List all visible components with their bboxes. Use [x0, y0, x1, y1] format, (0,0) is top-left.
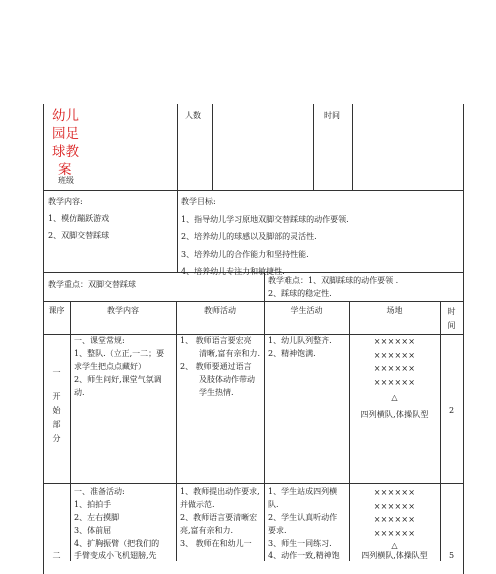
section1-venue [349, 335, 440, 421]
header-time-line: 时 [447, 307, 456, 316]
section2-student [268, 485, 337, 550]
teacher-line: 2、教师语言要清晰宏 [180, 513, 258, 522]
table-border [264, 301, 265, 561]
table-border [440, 301, 441, 561]
section2-venue [349, 486, 440, 540]
title-line: 园足 [52, 126, 79, 142]
content-label: 教学内容: [48, 197, 83, 206]
section2-triangle: △ [391, 541, 398, 550]
teacher-line: 及肢体动作带动 [199, 375, 255, 384]
content-line: 3、体前屈 [74, 526, 112, 535]
section2-content-extra: 手臂变成小飞机翅膀,先 [74, 551, 157, 560]
teacher-triangle-icon: △ [391, 393, 398, 402]
content-line: 一、准备活动: [74, 487, 125, 496]
teacher-line: 1、教师提出动作要求, [180, 487, 260, 496]
formation-row: ×××××× [373, 377, 416, 387]
formation-row: ×××××× [373, 337, 416, 346]
teacher-line: 亮,富有亲和力. [180, 526, 234, 535]
title-line: 案 [58, 162, 72, 178]
content-block [48, 193, 109, 244]
teacher-line: 3、 教师在和幼儿一 [180, 539, 252, 548]
content-line: 2、师生问好,课堂气氛调 [74, 375, 162, 384]
student-line: 1、学生站成四列横 [268, 487, 338, 496]
section1-teacher [180, 334, 260, 399]
content-line: 求学生把点点藏好） [74, 362, 146, 371]
formation-row: ×××××× [373, 528, 416, 538]
table-border [463, 104, 464, 574]
student-line: 要求. [268, 526, 287, 535]
header-student: 学生活动 [290, 306, 323, 315]
content-line: 2、左右摸脚 [74, 513, 120, 522]
table-border [177, 190, 178, 272]
student-line: 2、精神饱满. [268, 349, 316, 358]
teacher-line: 1、 教师语言要宏亮 [180, 336, 252, 345]
section1-student [268, 334, 332, 360]
student-line: 2、学生认真听动作 [268, 513, 338, 522]
difficulty-block [268, 274, 398, 300]
key-point: 教学重点：双脚交替踩球 [48, 280, 136, 289]
formation-row: ×××××× [373, 488, 416, 497]
page-title [52, 107, 79, 179]
header-venue: 场地 [386, 306, 403, 315]
title-line: 球教 [52, 144, 79, 160]
goal-item: 2、培养幼儿的球感以及脚部的灵活性. [181, 232, 317, 241]
content-item: 2、双脚交替踩球 [48, 231, 110, 240]
content-line: 一、课堂常规: [74, 336, 125, 345]
section1-order [43, 366, 70, 446]
header-order: 课序 [48, 306, 65, 315]
table-border [177, 104, 178, 190]
formation-row: ×××××× [373, 350, 416, 360]
order-char: 一 [52, 368, 61, 377]
title-line: 幼儿 [52, 108, 79, 124]
section2-caption: 四列横队,体操队型 [361, 551, 428, 560]
order-char: 分 [52, 434, 61, 443]
teacher-line: 2、 教师要通过语言 [180, 362, 252, 371]
goal-item: 3、培养幼儿的合作能力和坚持性能. [181, 249, 309, 259]
table-border [43, 190, 464, 191]
table-border [43, 483, 464, 484]
student-line: 1、幼儿队列整齐. [268, 336, 332, 345]
content-line: 1、整队.（立正,一二；要 [74, 349, 165, 358]
header-teacher: 教师活动 [204, 306, 236, 315]
difficulty-line: 教学难点：1、双脚踩球的动作要领 . [268, 276, 399, 285]
table-border [176, 301, 177, 561]
class-label: 班级 [58, 176, 74, 185]
order-char: 始 [52, 406, 61, 415]
student-line: 队. [268, 500, 279, 509]
difficulty-line: 2、踩球的稳定性. [268, 289, 332, 298]
time-label: 时间 [324, 111, 340, 120]
section1-content [74, 334, 164, 399]
section2-time: 5 [448, 551, 455, 560]
table-border [212, 104, 213, 190]
goal-item: 1、指导幼儿学习原地双脚交替踩球的动作要领. [181, 214, 349, 224]
goals-label: 教学目标: [181, 197, 216, 206]
table-border [352, 104, 353, 190]
order-char: 开 [52, 392, 61, 401]
content-item: 1、模仿蹦跃游戏 [48, 214, 110, 223]
teacher-line: 清晰,富有亲和力. [199, 349, 261, 358]
table-border [313, 104, 314, 190]
section2-student-extra: 4、动作一致,精神饱 [268, 551, 340, 560]
student-line: 3、师生一同练习. [268, 539, 332, 548]
people-label: 人数 [185, 111, 201, 120]
venue-caption: 四列横队,体操队型 [360, 409, 429, 419]
header-time-line: 间 [447, 321, 456, 330]
section2-content [74, 485, 159, 550]
content-line: 4、扩胸振臂（把我们的 [74, 539, 160, 548]
teacher-line: 并做示范. [180, 500, 215, 509]
formation-row: ×××××× [373, 501, 416, 511]
goal-item: 4、培养幼儿专注力和敏捷性. [181, 267, 285, 276]
header-time [440, 305, 463, 333]
content-line: 1、拍拍手 [74, 500, 112, 509]
formation-row: ×××××× [373, 364, 416, 373]
section2-order: 二 [52, 551, 61, 560]
order-char: 部 [52, 420, 61, 429]
header-content: 教学内容 [107, 306, 139, 315]
section2-teacher [180, 485, 260, 550]
goals-block [181, 193, 349, 281]
content-line: 动. [74, 388, 85, 397]
section1-time: 2 [448, 406, 455, 415]
table-border [70, 301, 71, 561]
formation-row: ×××××× [373, 515, 416, 524]
teacher-line: 学生热情. [199, 388, 234, 397]
table-border [43, 104, 44, 574]
table-border [43, 301, 464, 302]
